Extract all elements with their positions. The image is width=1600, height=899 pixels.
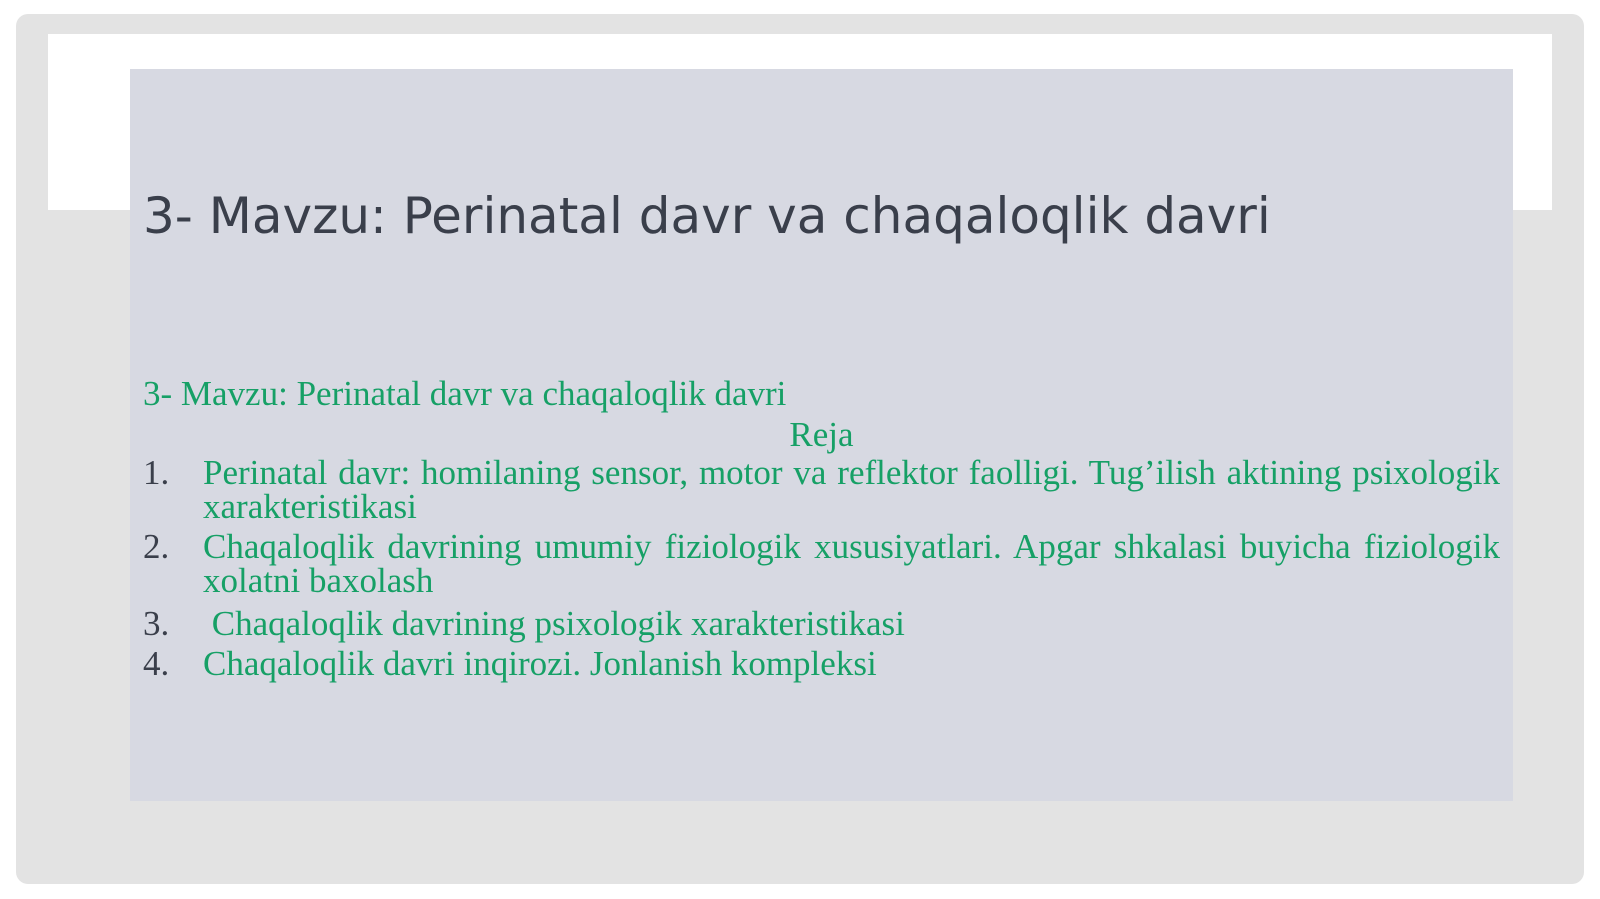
- plan-item-text: Chaqaloqlik davrining psixologik xarakteristikasi: [203, 604, 905, 643]
- plan-item-number: 4.: [143, 644, 170, 683]
- slide-body: [143, 374, 1500, 684]
- plan-heading: Reja: [789, 415, 854, 454]
- plan-list: [143, 453, 1500, 684]
- plan-item-number: 1.: [143, 453, 170, 492]
- plan-item-number: 3.: [143, 604, 170, 643]
- plan-item-2: [143, 527, 1500, 600]
- plan-item-text: Perinatal davr: homilaning sensor, motor va reflektor faolligi. Tug’ilish aktining psixologik xarakteristikasi: [203, 453, 1500, 526]
- plan-item-1: [143, 453, 1500, 526]
- plan-item-text: Chaqaloqlik davri inqirozi. Jonlanish kompleksi: [203, 644, 877, 683]
- slide-title: 3- Mavzu: Perinatal davr va chaqaloqlik davri: [143, 187, 1271, 245]
- plan-item-4: [143, 644, 1500, 684]
- plan-item-number: 2.: [143, 527, 170, 566]
- plan-item-text: Chaqaloqlik davrining umumiy fiziologik xususiyatlari. Apgar shkalasi buyicha fiziologik xolatni baxolash: [203, 527, 1500, 600]
- topic-subtitle: 3- Mavzu: Perinatal davr va chaqaloqlik davri: [143, 374, 787, 413]
- plan-item-3: [143, 604, 1500, 644]
